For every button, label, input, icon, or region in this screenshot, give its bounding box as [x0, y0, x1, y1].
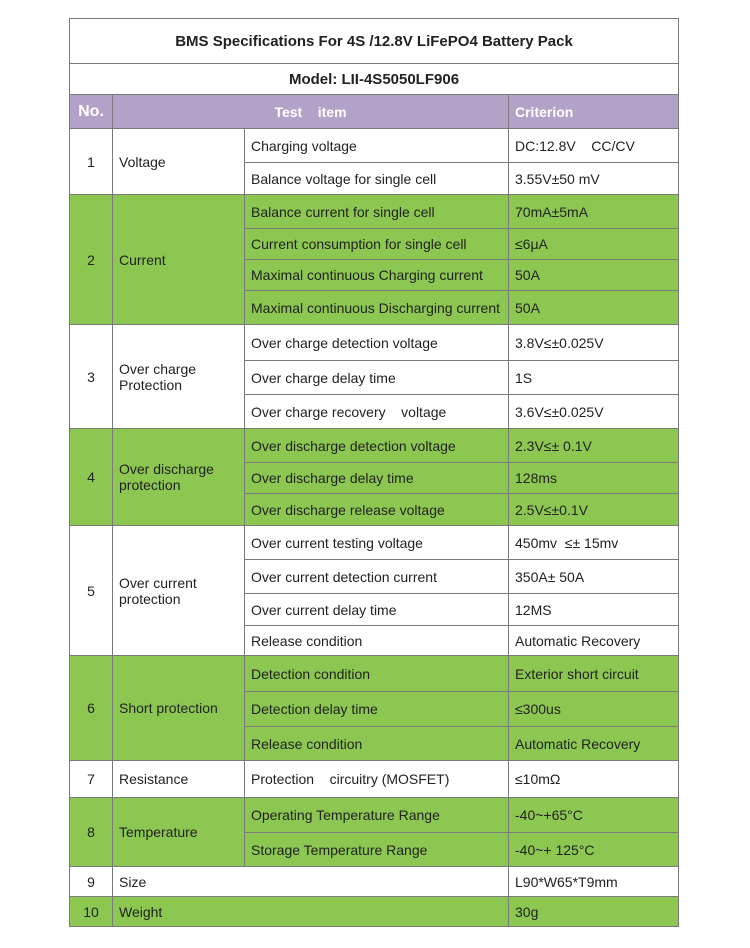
category-name: Current: [113, 195, 245, 325]
test-item: Over charge detection voltage: [245, 325, 509, 361]
test-item: Detection delay time: [245, 692, 509, 727]
table-row: [70, 761, 679, 798]
criterion-value: ≤300us: [509, 692, 679, 727]
test-item: Balance voltage for single cell: [245, 163, 509, 195]
test-item: Balance current for single cell: [245, 195, 509, 229]
table-row: [70, 897, 679, 927]
criterion-value: Automatic Recovery: [509, 626, 679, 656]
criterion-value: 30g: [509, 897, 679, 927]
criterion-value: 3.55V±50 mV: [509, 163, 679, 195]
criterion-value: 1S: [509, 361, 679, 395]
test-item: Operating Temperature Range: [245, 798, 509, 833]
criterion-value: L90*W65*T9mm: [509, 867, 679, 897]
test-item: Maximal continuous Discharging current: [245, 291, 509, 325]
table-row: [70, 129, 679, 163]
criterion-value: Automatic Recovery: [509, 727, 679, 761]
model-number: Model: LII-4S5050LF906: [70, 64, 679, 95]
table-row: [70, 325, 679, 361]
criterion-value: 2.5V≤±0.1V: [509, 494, 679, 526]
test-item: Over current detection current: [245, 560, 509, 594]
criterion-value: 350A± 50A: [509, 560, 679, 594]
test-item: Charging voltage: [245, 129, 509, 163]
category-name: Resistance: [113, 761, 245, 798]
bms-spec-table: [69, 18, 679, 927]
test-item: Current consumption for single cell: [245, 229, 509, 260]
test-item: Over discharge release voltage: [245, 494, 509, 526]
criterion-value: Exterior short circuit: [509, 656, 679, 692]
category-name: Over current protection: [113, 526, 245, 656]
criterion-value: 70mA±5mA: [509, 195, 679, 229]
test-item: Detection condition: [245, 656, 509, 692]
criterion-value: 128ms: [509, 463, 679, 494]
row-number: 7: [70, 761, 113, 798]
category-name: Short protection: [113, 656, 245, 761]
row-number: 3: [70, 325, 113, 429]
header-criterion: Criterion: [509, 95, 679, 129]
category-name: Voltage: [113, 129, 245, 195]
test-item: Over charge recovery voltage: [245, 395, 509, 429]
header-test-item: Test item: [113, 95, 509, 129]
category-name: Weight: [113, 897, 509, 927]
criterion-value: 12MS: [509, 594, 679, 626]
criterion-value: 3.6V≤±0.025V: [509, 395, 679, 429]
criterion-value: 2.3V≤± 0.1V: [509, 429, 679, 463]
criterion-value: -40~+ 125°C: [509, 833, 679, 867]
test-item: Over discharge delay time: [245, 463, 509, 494]
test-item: Over current delay time: [245, 594, 509, 626]
row-number: 2: [70, 195, 113, 325]
row-number: 10: [70, 897, 113, 927]
row-number: 1: [70, 129, 113, 195]
row-number: 4: [70, 429, 113, 526]
criterion-value: -40~+65°C: [509, 798, 679, 833]
category-name: Over discharge protection: [113, 429, 245, 526]
table-row: [70, 526, 679, 560]
table-row: [70, 195, 679, 229]
criterion-value: DC:12.8V CC/CV: [509, 129, 679, 163]
test-item: Protection circuitry (MOSFET): [245, 761, 509, 798]
criterion-value: 450mv ≤± 15mv: [509, 526, 679, 560]
table-row: [70, 429, 679, 463]
category-name: Temperature: [113, 798, 245, 867]
row-number: 9: [70, 867, 113, 897]
table-row: [70, 798, 679, 833]
criterion-value: ≤6μA: [509, 229, 679, 260]
test-item: Over current testing voltage: [245, 526, 509, 560]
table-header-row: [70, 95, 679, 129]
row-number: 8: [70, 798, 113, 867]
category-name: Over charge Protection: [113, 325, 245, 429]
test-item: Release condition: [245, 626, 509, 656]
table-row: [70, 656, 679, 692]
test-item: Over charge delay time: [245, 361, 509, 395]
test-item: Maximal continuous Charging current: [245, 260, 509, 291]
row-number: 6: [70, 656, 113, 761]
category-name: Size: [113, 867, 509, 897]
criterion-value: 50A: [509, 260, 679, 291]
table-title: BMS Specifications For 4S /12.8V LiFePO4 Battery Pack: [70, 19, 679, 64]
row-number: 5: [70, 526, 113, 656]
test-item: Release condition: [245, 727, 509, 761]
criterion-value: 50A: [509, 291, 679, 325]
criterion-value: ≤10mΩ: [509, 761, 679, 798]
criterion-value: 3.8V≤±0.025V: [509, 325, 679, 361]
header-no: No.: [70, 95, 113, 129]
test-item: Over discharge detection voltage: [245, 429, 509, 463]
table-row: [70, 867, 679, 897]
test-item: Storage Temperature Range: [245, 833, 509, 867]
